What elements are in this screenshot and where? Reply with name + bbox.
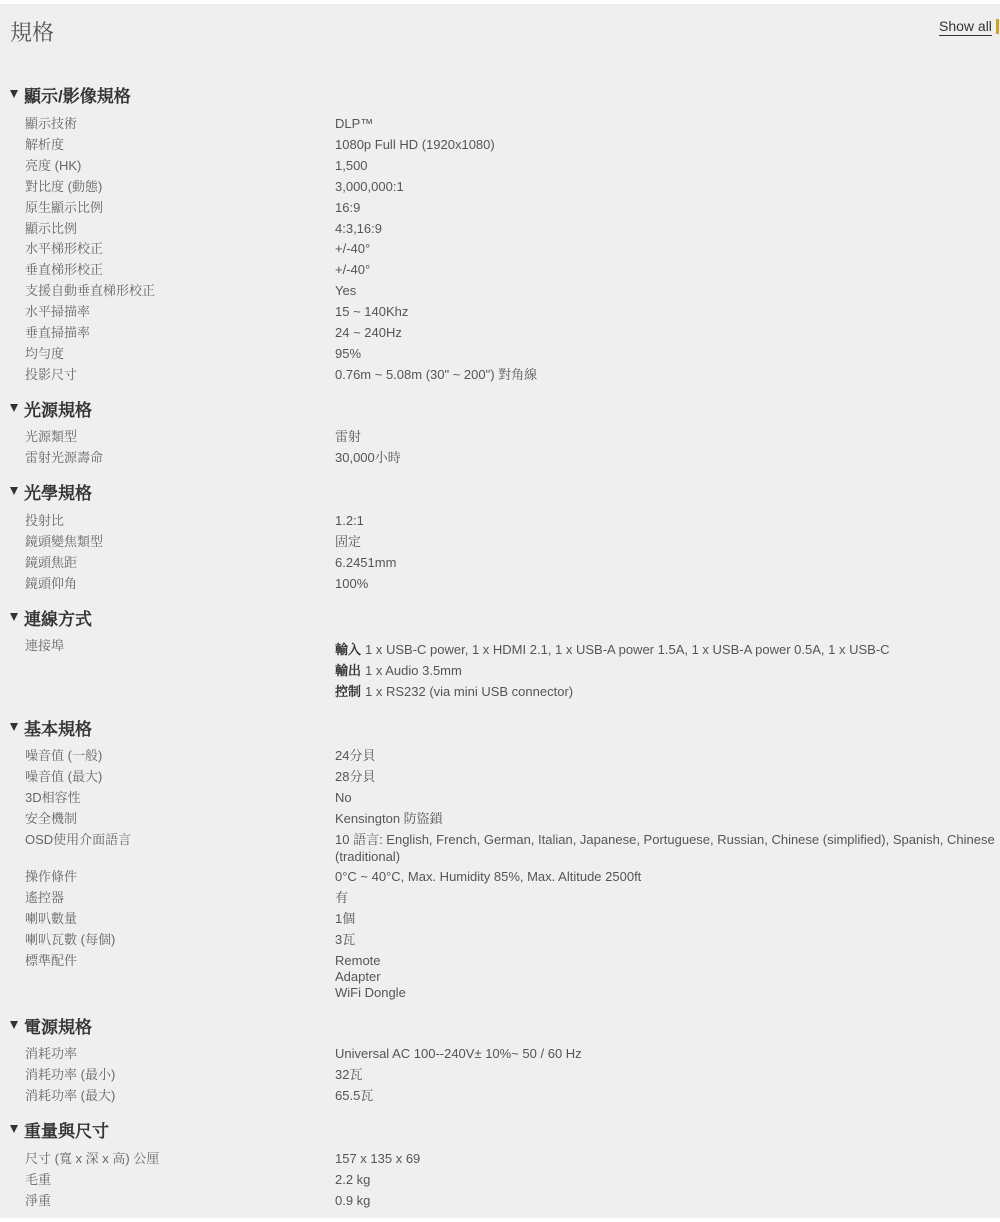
- spec-label: 噪音值 (最大): [25, 769, 103, 784]
- section-title: 光學規格: [24, 483, 92, 503]
- section-header-general[interactable]: [10, 715, 92, 739]
- spec-label: 連接埠: [25, 638, 65, 653]
- spec-label: 解析度: [25, 137, 65, 152]
- section-title: 電源規格: [24, 1017, 92, 1037]
- spec-label: 原生顯示比例: [25, 200, 104, 215]
- spec-label: 尺寸 (寬 x 深 x 高) 公厘: [25, 1151, 160, 1166]
- spec-value: +/-40°: [335, 262, 371, 277]
- spec-label: 標準配件: [25, 953, 78, 968]
- connectivity-line: [335, 641, 997, 662]
- spec-label: 鏡頭焦距: [25, 555, 78, 570]
- spec-label: 消耗功率 (最大): [25, 1088, 116, 1103]
- spec-label: OSD使用介面語言: [25, 832, 132, 847]
- section-title: 光源規格: [24, 400, 92, 420]
- connectivity-key: 輸出: [335, 663, 362, 678]
- connectivity-line: [335, 662, 997, 683]
- spec-label: 投影尺寸: [25, 367, 78, 382]
- section-header-power[interactable]: [10, 1013, 92, 1037]
- spec-value: Kensington 防盜鎖: [335, 811, 443, 826]
- spec-value: 16:9: [335, 200, 361, 215]
- spec-value-list: [335, 953, 997, 1001]
- spec-value: 0.76m ~ 5.08m (30" ~ 200") 對角線: [335, 367, 538, 382]
- section-header-display[interactable]: [10, 82, 131, 106]
- spec-value: 有: [335, 890, 349, 905]
- spec-value: 100%: [335, 576, 369, 591]
- spec-label: 3D相容性: [25, 790, 81, 805]
- spec-value: 0.9 kg: [335, 1193, 371, 1208]
- section-title: 重量與尺寸: [24, 1121, 109, 1141]
- spec-label: 喇叭數量: [25, 911, 78, 926]
- accessory-item: WiFi Dongle: [335, 985, 406, 1000]
- connectivity-text: 1 x Audio 3.5mm: [365, 663, 462, 678]
- spec-label: 喇叭瓦數 (每個): [25, 932, 116, 947]
- spec-value: 24 ~ 240Hz: [335, 325, 402, 340]
- spec-value: 固定: [335, 534, 362, 549]
- spec-label: 顯示技術: [25, 116, 78, 131]
- spec-label: 遙控器: [25, 890, 65, 905]
- spec-value: 6.2451mm: [335, 555, 397, 570]
- connectivity-key: 控制: [335, 684, 362, 699]
- section-title: 基本規格: [24, 719, 92, 739]
- section-header-light-source[interactable]: [10, 396, 92, 420]
- spec-value: +/-40°: [335, 241, 371, 256]
- accessory-item: Remote: [335, 953, 381, 968]
- section-title: 連線方式: [24, 609, 92, 629]
- spec-label: 消耗功率: [25, 1046, 78, 1061]
- edge-tab-marker: [996, 19, 999, 34]
- collapse-triangle-icon: [10, 404, 18, 412]
- connectivity-values: [335, 641, 997, 704]
- spec-label: 操作條件: [25, 869, 78, 884]
- spec-value: Universal AC 100--240V± 10%~ 50 / 60 Hz: [335, 1046, 582, 1061]
- spec-label: 毛重: [25, 1172, 52, 1187]
- spec-label: 均勻度: [25, 346, 65, 361]
- spec-label: 投射比: [25, 513, 65, 528]
- spec-label: 亮度 (HK): [25, 158, 82, 173]
- spec-label: 淨重: [25, 1193, 52, 1208]
- spec-value: 24分貝: [335, 748, 376, 763]
- collapse-triangle-icon: [10, 487, 18, 495]
- spec-label: 水平梯形校正: [25, 241, 104, 256]
- connectivity-text: 1 x USB-C power, 1 x HDMI 2.1, 1 x USB-A power 1.5A, 1 x USB-A power 0.5A, 1 x USB-C: [365, 642, 890, 657]
- spec-value: 15 ~ 140Khz: [335, 304, 409, 319]
- connectivity-key: 輸入: [335, 642, 362, 657]
- spec-label: 鏡頭變焦類型: [25, 534, 104, 549]
- spec-value: 157 x 135 x 69: [335, 1151, 421, 1166]
- spec-label: 安全機制: [25, 811, 78, 826]
- spec-label: 對比度 (動態): [25, 179, 103, 194]
- spec-label: 噪音值 (一般): [25, 748, 103, 763]
- spec-value: 4:3,16:9: [335, 221, 382, 236]
- spec-label: 水平掃描率: [25, 304, 91, 319]
- collapse-triangle-icon: [10, 1125, 18, 1133]
- spec-label: 垂直梯形校正: [25, 262, 104, 277]
- collapse-triangle-icon: [10, 613, 18, 621]
- collapse-triangle-icon: [10, 90, 18, 98]
- spec-value: 1080p Full HD (1920x1080): [335, 137, 495, 152]
- spec-value: 2.2 kg: [335, 1172, 371, 1187]
- spec-label: 消耗功率 (最小): [25, 1067, 116, 1082]
- connectivity-line: [335, 683, 997, 704]
- spec-label: 垂直掃描率: [25, 325, 91, 340]
- spec-value: 30,000小時: [335, 450, 401, 465]
- spec-value: 10 語言: English, French, German, Italian, Japanese, Portuguese, Russian, Chinese (simplified), Spanish, Chinese (traditional): [335, 832, 995, 864]
- spec-label: 雷射光源壽命: [25, 450, 104, 465]
- page-title: 規格: [10, 20, 55, 45]
- spec-label: 鏡頭仰角: [25, 576, 78, 591]
- spec-value: 3瓦: [335, 932, 356, 947]
- spec-value: 1.2:1: [335, 513, 364, 528]
- spec-label: 光源類型: [25, 429, 78, 444]
- collapse-triangle-icon: [10, 1021, 18, 1029]
- spec-value: Yes: [335, 283, 357, 298]
- spec-value: 28分貝: [335, 769, 376, 784]
- spec-label: 顯示比例: [25, 221, 78, 236]
- connectivity-text: 1 x RS232 (via mini USB connector): [365, 684, 574, 699]
- spec-label: 支援自動垂直梯形校正: [25, 283, 156, 298]
- section-header-connectivity[interactable]: [10, 605, 92, 629]
- section-header-dimensions[interactable]: [10, 1117, 109, 1141]
- spec-value: 0°C ~ 40°C, Max. Humidity 85%, Max. Altitude 2500ft: [335, 869, 642, 884]
- section-title: 顯示/影像規格: [24, 86, 131, 106]
- show-all-link[interactable]: Show all: [939, 18, 992, 34]
- spec-value: 3,000,000:1: [335, 179, 404, 194]
- spec-value: DLP™: [335, 116, 374, 131]
- spec-value: 65.5瓦: [335, 1088, 374, 1103]
- spec-value: 1個: [335, 911, 356, 926]
- spec-value: No: [335, 790, 352, 805]
- accessory-item: Adapter: [335, 969, 381, 984]
- spec-value: 雷射: [335, 429, 362, 444]
- section-header-optics[interactable]: [10, 479, 92, 503]
- collapse-triangle-icon: [10, 723, 18, 731]
- spec-value: 95%: [335, 346, 362, 361]
- spec-value: 32瓦: [335, 1067, 363, 1082]
- spec-value: 1,500: [335, 158, 368, 173]
